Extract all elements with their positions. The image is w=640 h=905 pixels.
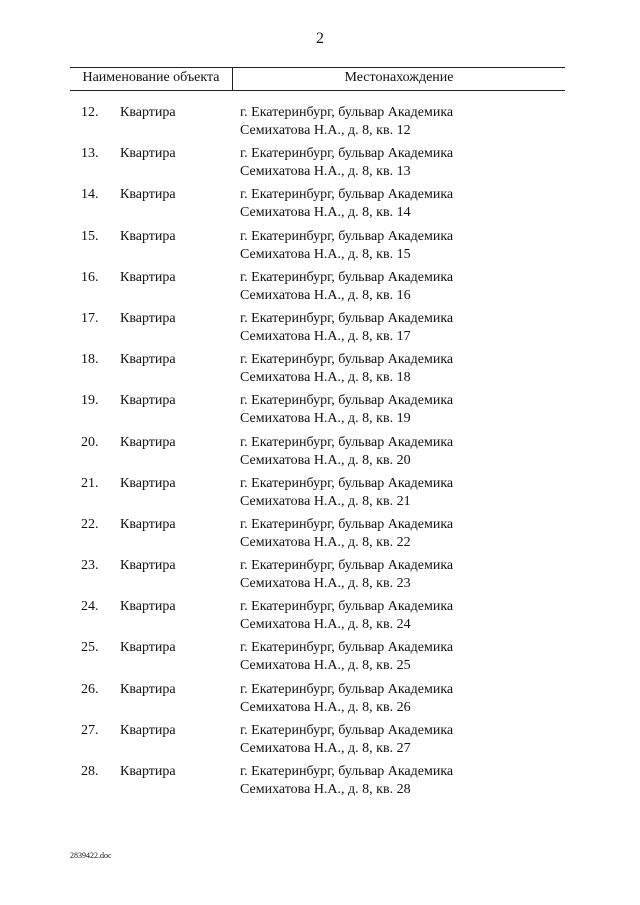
row-location-line2: Семихатова Н.А., д. 8, кв. 14 <box>240 205 411 221</box>
row-location <box>240 763 540 799</box>
row-object-name: Квартира <box>120 681 176 697</box>
row-location-line1: г. Екатеринбург, бульвар Академика <box>240 352 454 368</box>
row-location-line2: Семихатова Н.А., д. 8, кв. 19 <box>240 411 411 427</box>
row-object-name: Квартира <box>120 558 176 574</box>
row-object-name: Квартира <box>120 764 176 779</box>
row-location <box>240 310 540 346</box>
row-object-name: Квартира <box>120 393 176 409</box>
row-object-name: Квартира <box>120 599 176 615</box>
row-object-name: Квартира <box>120 722 176 738</box>
row-location-line2: Семихатова Н.А., д. 8, кв. 13 <box>240 164 411 180</box>
row-location <box>240 228 540 264</box>
row-number: 18. <box>81 352 99 368</box>
row-location <box>240 104 540 140</box>
row-location-line2: Семихатова Н.А., д. 8, кв. 23 <box>240 576 411 592</box>
table-row <box>0 475 640 516</box>
table-row <box>0 598 640 639</box>
row-number: 13. <box>81 146 99 162</box>
row-number: 12. <box>81 105 99 120</box>
table-row <box>0 310 640 351</box>
row-location-line1: г. Екатеринбург, бульвар Академика <box>240 269 454 285</box>
table-row <box>0 639 640 680</box>
row-location <box>240 639 540 675</box>
row-number: 17. <box>81 310 99 326</box>
row-location <box>240 516 540 552</box>
row-object-name: Квартира <box>120 640 176 656</box>
row-object-name: Квартира <box>120 187 176 203</box>
row-location <box>240 269 540 305</box>
row-number: 23. <box>81 558 99 574</box>
row-location-line2: Семихатова Н.А., д. 8, кв. 18 <box>240 370 411 386</box>
table-row <box>0 351 640 392</box>
row-number: 27. <box>81 722 99 738</box>
row-location-line1: г. Екатеринбург, бульвар Академика <box>240 681 454 697</box>
row-object-name: Квартира <box>120 310 176 326</box>
table-row <box>0 145 640 186</box>
table-row <box>0 228 640 269</box>
column-header-object-name: Наименование объекта <box>70 68 233 90</box>
table-row <box>0 186 640 227</box>
row-location-line1: г. Екатеринбург, бульвар Академика <box>240 310 454 326</box>
row-location-line2: Семихатова Н.А., д. 8, кв. 26 <box>240 699 411 715</box>
row-number: 15. <box>81 228 99 244</box>
table-row <box>0 722 640 763</box>
row-location-line2: Семихатова Н.А., д. 8, кв. 16 <box>240 287 411 303</box>
table-row <box>0 557 640 598</box>
column-header-location: Местонахождение <box>344 70 454 85</box>
row-location <box>240 598 540 634</box>
row-number: 21. <box>81 475 99 491</box>
row-location-line2: Семихатова Н.А., д. 8, кв. 12 <box>240 123 411 138</box>
table-header <box>70 67 565 91</box>
footer-doc-id: 2839422.doc <box>70 851 112 860</box>
row-location-line1: г. Екатеринбург, бульвар Академика <box>240 516 454 532</box>
row-number: 16. <box>81 269 99 285</box>
row-location <box>240 145 540 181</box>
table-row <box>0 104 640 145</box>
row-location-line2: Семихатова Н.А., д. 8, кв. 24 <box>240 617 411 633</box>
row-number: 26. <box>81 681 99 697</box>
row-location <box>240 722 540 758</box>
row-location-line1: г. Екатеринбург, бульвар Академика <box>240 228 454 244</box>
row-location <box>240 351 540 387</box>
row-location-line2: Семихатова Н.А., д. 8, кв. 21 <box>240 493 411 509</box>
row-location <box>240 434 540 470</box>
row-location-line1: г. Екатеринбург, бульвар Академика <box>240 599 454 615</box>
table-row <box>0 763 640 804</box>
row-object-name: Квартира <box>120 146 176 162</box>
row-object-name: Квартира <box>120 228 176 244</box>
row-location-line2: Семихатова Н.А., д. 8, кв. 20 <box>240 452 411 468</box>
row-number: 25. <box>81 640 99 656</box>
table-row <box>0 516 640 557</box>
row-location-line1: г. Екатеринбург, бульвар Академика <box>240 434 454 450</box>
row-number: 24. <box>81 599 99 615</box>
row-location-line1: г. Екатеринбург, бульвар Академика <box>240 393 454 409</box>
row-location-line1: г. Екатеринбург, бульвар Академика <box>240 146 454 162</box>
table-row <box>0 392 640 433</box>
row-location <box>240 681 540 717</box>
table-body <box>0 104 640 804</box>
row-location-line1: г. Екатеринбург, бульвар Академика <box>240 558 454 574</box>
row-object-name: Квартира <box>120 269 176 285</box>
row-location-line2: Семихатова Н.А., д. 8, кв. 17 <box>240 328 411 344</box>
row-object-name: Квартира <box>120 516 176 532</box>
row-location-line2: Семихатова Н.А., д. 8, кв. 28 <box>240 782 411 797</box>
row-location <box>240 186 540 222</box>
row-location-line1: г. Екатеринбург, бульвар Академика <box>240 764 454 779</box>
row-object-name: Квартира <box>120 352 176 368</box>
page-number: 2 <box>316 30 324 47</box>
row-location-line2: Семихатова Н.А., д. 8, кв. 27 <box>240 740 411 756</box>
row-location-line1: г. Екатеринбург, бульвар Академика <box>240 475 454 491</box>
row-number: 22. <box>81 516 99 532</box>
row-location-line1: г. Екатеринбург, бульвар Академика <box>240 187 454 203</box>
row-object-name: Квартира <box>120 105 176 120</box>
row-location-line2: Семихатова Н.А., д. 8, кв. 22 <box>240 534 411 550</box>
row-number: 28. <box>81 764 99 779</box>
table-row <box>0 434 640 475</box>
table-row <box>0 269 640 310</box>
row-location-line2: Семихатова Н.А., д. 8, кв. 15 <box>240 246 411 262</box>
row-location <box>240 475 540 511</box>
table-row <box>0 681 640 722</box>
row-location-line1: г. Екатеринбург, бульвар Академика <box>240 105 454 120</box>
row-number: 20. <box>81 434 99 450</box>
row-number: 19. <box>81 393 99 409</box>
row-number: 14. <box>81 187 99 203</box>
row-location-line1: г. Екатеринбург, бульвар Академика <box>240 640 454 656</box>
row-location-line2: Семихатова Н.А., д. 8, кв. 25 <box>240 658 411 674</box>
row-location <box>240 557 540 593</box>
row-location <box>240 392 540 428</box>
row-location-line1: г. Екатеринбург, бульвар Академика <box>240 722 454 738</box>
row-object-name: Квартира <box>120 434 176 450</box>
row-object-name: Квартира <box>120 475 176 491</box>
